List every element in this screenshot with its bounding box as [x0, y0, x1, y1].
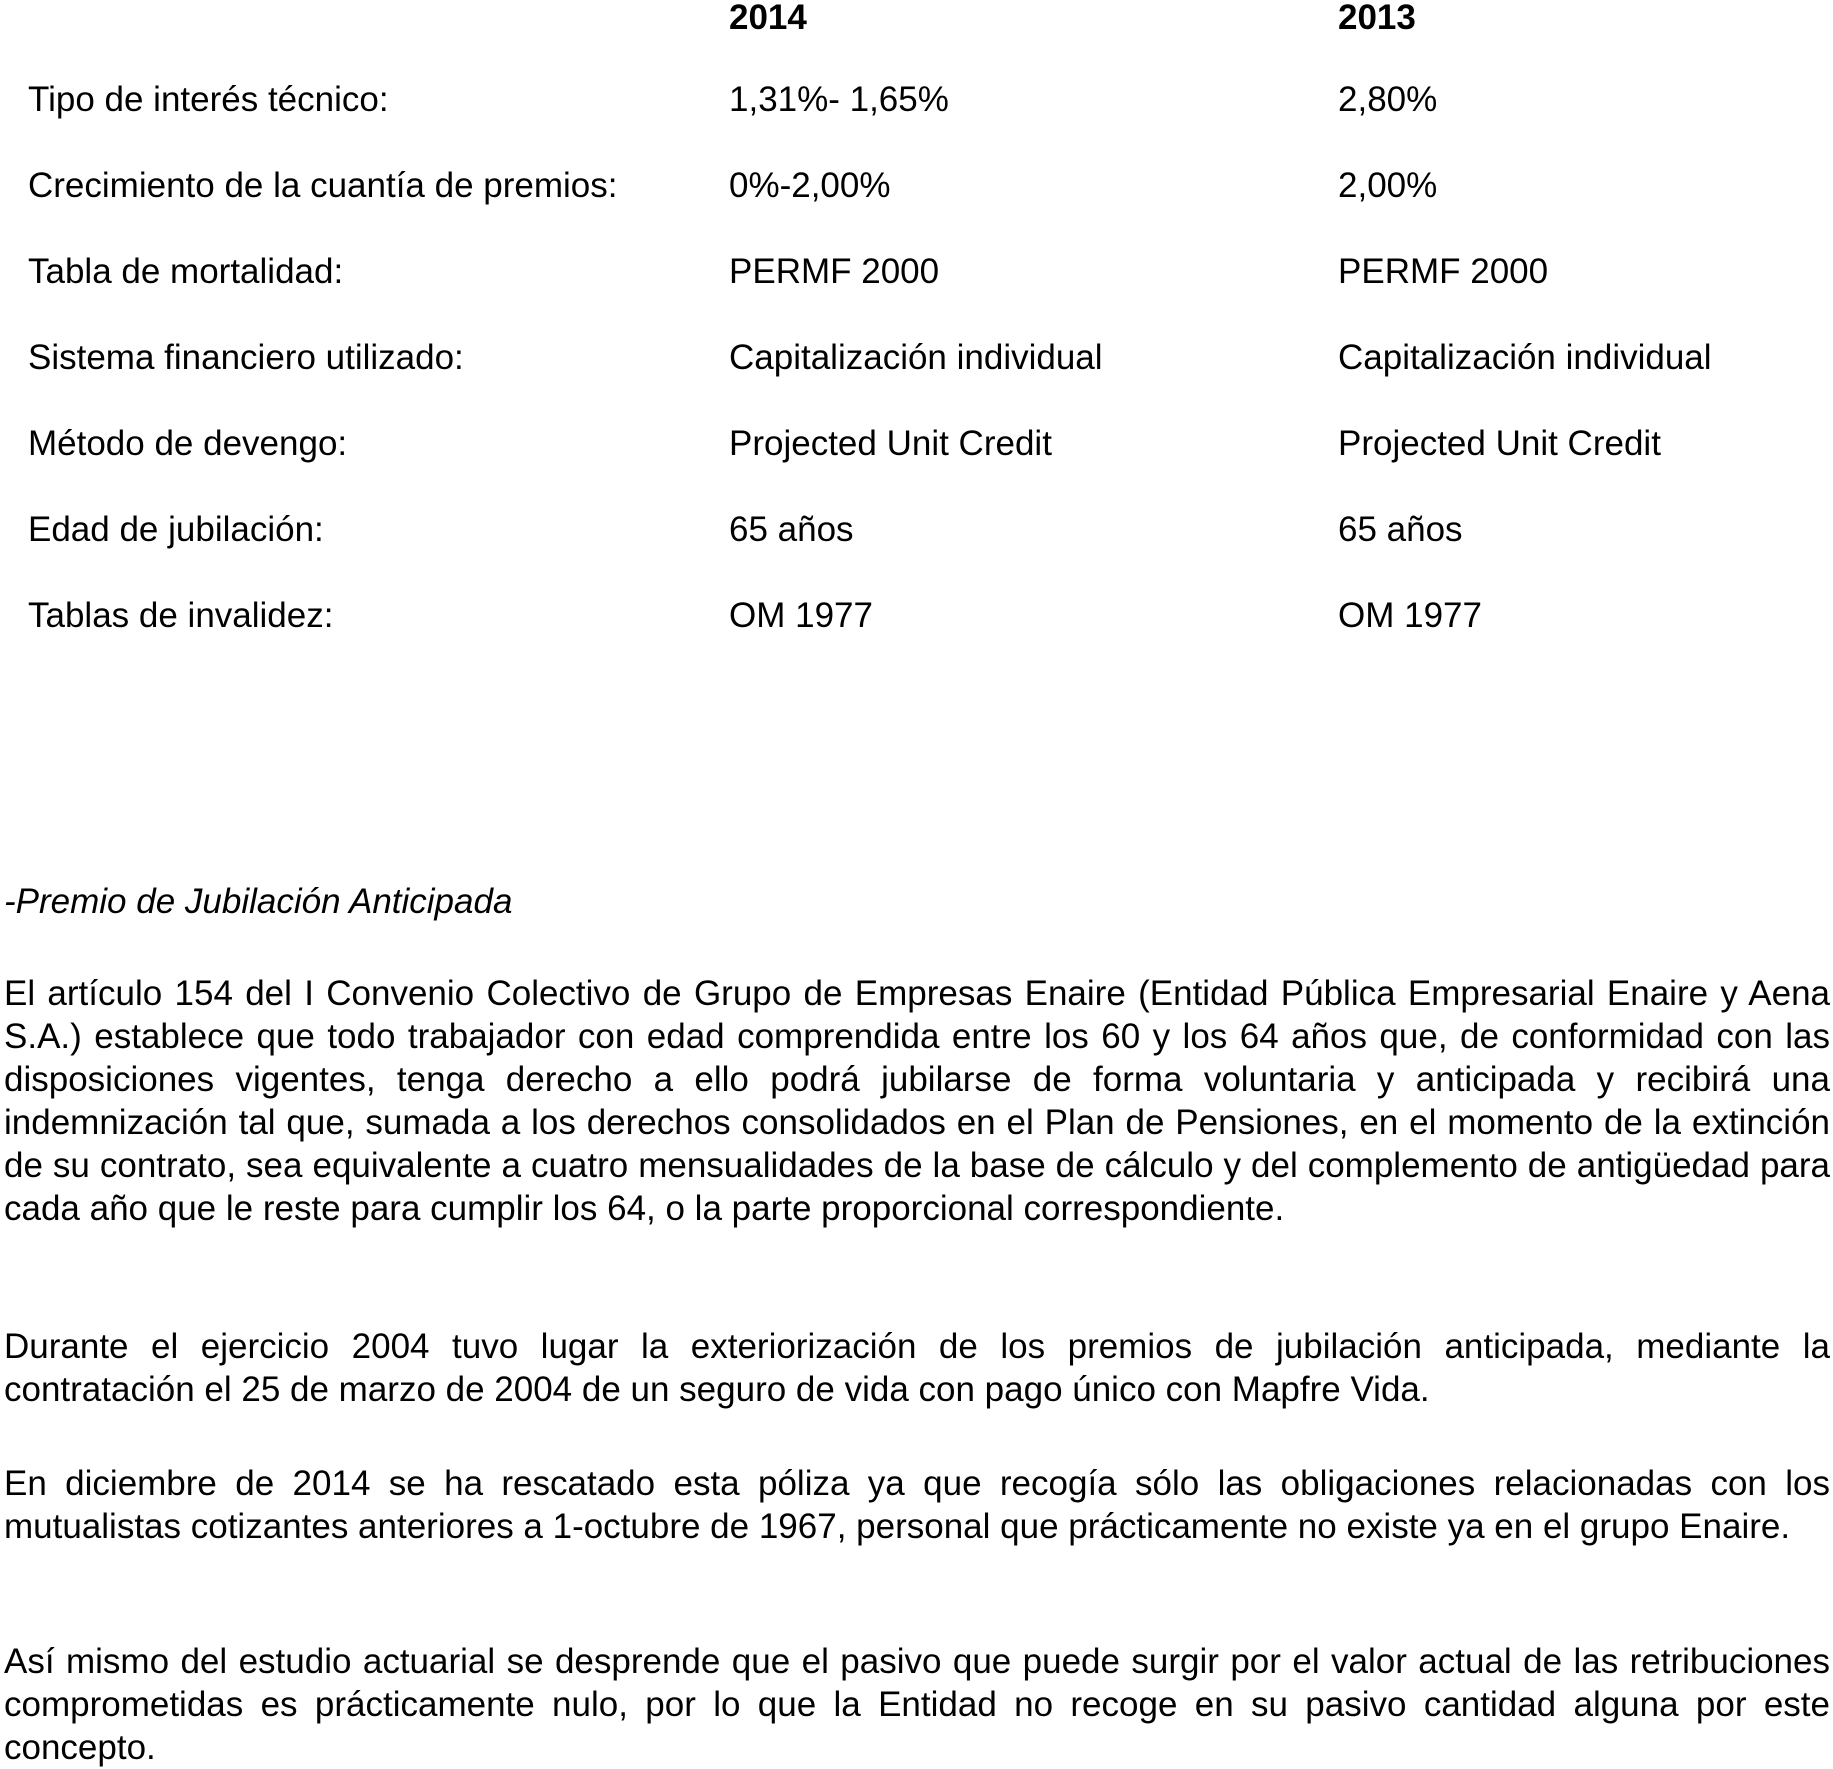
row-label: Sistema financiero utilizado:	[28, 338, 464, 377]
table-row	[0, 336, 1833, 380]
value-2014: 1,31%- 1,65%	[729, 80, 949, 119]
row-label: Edad de jubilación:	[28, 510, 324, 549]
value-2014: Capitalización individual	[729, 338, 1103, 377]
value-2013: Projected Unit Credit	[1338, 424, 1661, 463]
value-2013: PERMF 2000	[1338, 252, 1549, 291]
row-label: Tabla de mortalidad:	[28, 252, 344, 291]
value-2014: Projected Unit Credit	[729, 424, 1052, 463]
paragraph: El artículo 154 del I Convenio Colectivo de Grupo de Empresas Enaire (Entidad Pública Empresarial Enaire y Aena S.A.) establece que todo trabajador con edad comprendida entre los 60 y los 64 años que, de conformidad con las disposiciones vigentes, tenga derecho a ello podrá jubilarse de forma voluntaria y anticipada y recibirá una indemnización tal que, sumada a los derechos consolidados en el Plan de Pensiones, en el momento de la extinción de su contrato, sea equivalente a cuatro mensualidades de la base de cálculo y del complemento de antigüedad para cada año que le reste para cumplir los 64, o la parte proporcional correspondiente.	[4, 974, 1830, 1228]
paragraph: Así mismo del estudio actuarial se desprende que el pasivo que puede surgir por el valor actual de las retribuciones comprometidas es prácticamente nulo, por lo que la Entidad no recoge en su pasivo cantidad alguna por este concepto.	[4, 1642, 1830, 1767]
value-2014: 0%-2,00%	[729, 166, 891, 205]
table-row	[0, 164, 1833, 208]
value-2013: Capitalización individual	[1338, 338, 1712, 377]
column-header-2013: 2013	[1338, 0, 1416, 37]
row-label: Método de devengo:	[28, 424, 348, 463]
table-row	[0, 422, 1833, 466]
table-row	[0, 250, 1833, 294]
table-row	[0, 508, 1833, 552]
row-label: Tipo de interés técnico:	[28, 80, 389, 119]
value-2014: 65 años	[729, 510, 854, 549]
column-header-2014: 2014	[729, 0, 807, 37]
value-2014: OM 1977	[729, 596, 873, 635]
value-2013: 2,00%	[1338, 166, 1438, 205]
table-row	[0, 78, 1833, 122]
value-2013: 65 años	[1338, 510, 1463, 549]
paragraph: Durante el ejercicio 2004 tuvo lugar la exteriorización de los premios de jubilación anticipada, mediante la contratación el 25 de marzo de 2004 de un seguro de vida con pago único con Mapfre Vida.	[4, 1327, 1830, 1409]
row-label: Tablas de invalidez:	[28, 596, 334, 635]
paragraph: En diciembre de 2014 se ha rescatado esta póliza ya que recogía sólo las obligaciones relacionadas con los mutualistas cotizantes anteriores a 1-octubre de 1967, personal que prácticamente no existe ya en el grupo Enaire.	[4, 1464, 1830, 1546]
table-row	[0, 594, 1833, 638]
value-2013: OM 1977	[1338, 596, 1482, 635]
value-2013: 2,80%	[1338, 80, 1438, 119]
section-title: -Premio de Jubilación Anticipada	[4, 882, 513, 921]
row-label: Crecimiento de la cuantía de premios:	[28, 166, 618, 205]
value-2014: PERMF 2000	[729, 252, 940, 291]
